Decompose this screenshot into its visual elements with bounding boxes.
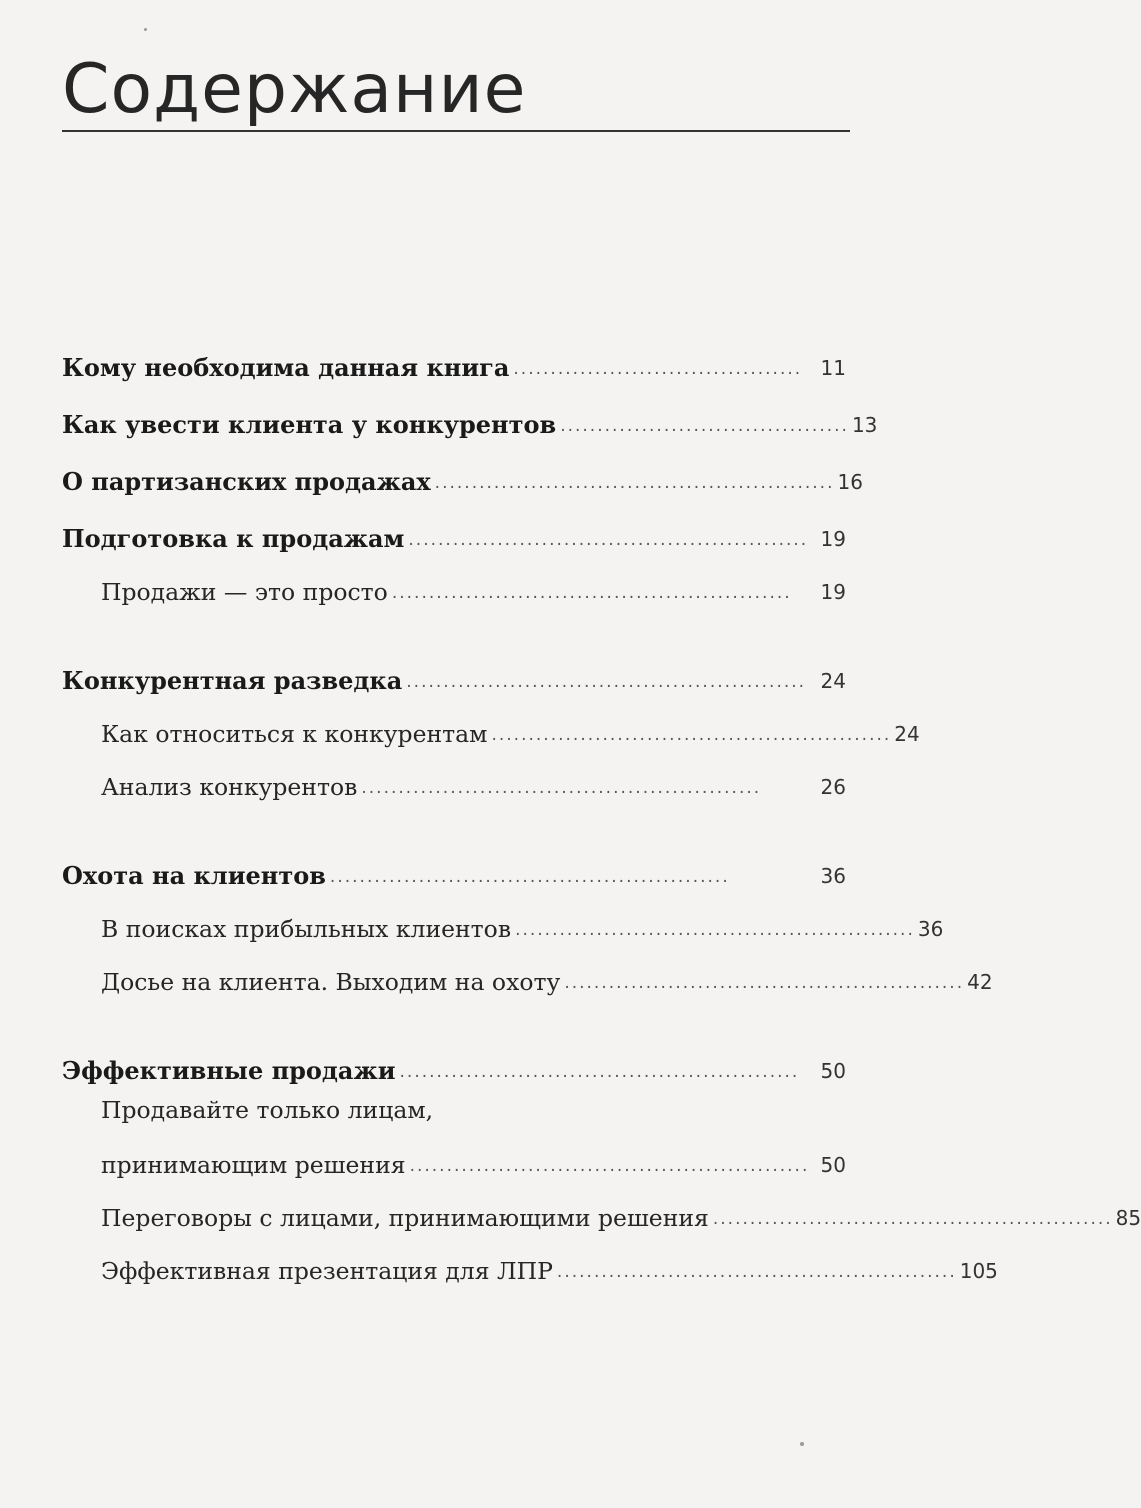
entry-title: Как увести клиента у конкурентов: [62, 410, 557, 439]
entry-title: Конкурентная разведка: [62, 666, 403, 695]
paper-speck: [800, 1442, 804, 1446]
page-number: 11: [820, 356, 846, 380]
toc-entry-section: [101, 708, 920, 748]
dot-leader: ......................................................: [406, 672, 807, 692]
entry-title: Охота на клиентов: [62, 861, 326, 890]
entry-title: Переговоры с лицами, принимающими решения: [101, 1204, 709, 1232]
dot-leader: ......................................................: [409, 1156, 810, 1176]
dot-leader: ......................................................: [391, 583, 792, 603]
page-number: 19: [820, 527, 846, 551]
toc-entry-chapter: [62, 655, 846, 695]
page-number: 42: [967, 970, 993, 994]
entry-title: Продажи — это просто: [101, 578, 388, 606]
dot-leader: ......................................................: [564, 973, 965, 993]
page-number: 19: [820, 580, 846, 604]
dot-leader: ......................................................: [408, 530, 809, 550]
dot-leader: ......................................................: [361, 778, 762, 798]
dot-leader: ......................................................: [329, 867, 730, 887]
entry-title: принимающим решения: [101, 1151, 406, 1179]
paper-speck: [144, 28, 147, 31]
page-number: 24: [894, 722, 920, 746]
page-number: 13: [851, 413, 878, 437]
page-number: 105: [959, 1259, 998, 1283]
dot-leader: ......................................................: [515, 920, 915, 940]
page-number: 24: [820, 669, 846, 693]
dot-leader: ......................................................: [491, 725, 892, 745]
page-number: 36: [917, 917, 944, 941]
entry-title: Как относиться к конкурентам: [101, 720, 488, 748]
entry-title: О партизанских продажах: [62, 467, 431, 496]
toc-entry-chapter: [62, 513, 846, 553]
toc-entry-section: [101, 566, 846, 606]
page-number: 36: [820, 864, 846, 888]
toc-entry-section: [101, 1192, 1141, 1232]
dot-leader: .......................................: [513, 359, 803, 379]
toc-entry-chapter: [62, 342, 846, 382]
entry-title-line-1: Продавайте только лицам,: [101, 1096, 434, 1124]
toc-entry-section: [101, 1245, 998, 1285]
dot-leader: ......................................................: [399, 1062, 800, 1082]
page-title: Содержание: [62, 50, 527, 129]
dot-leader: .......................................: [560, 416, 849, 436]
entry-title: Досье на клиента. Выходим на охоту: [101, 968, 561, 996]
entry-title: Эффективная презентация для ЛПР: [101, 1257, 553, 1285]
page-number: 50: [820, 1153, 846, 1177]
entry-title: Анализ конкурентов: [101, 773, 358, 801]
entry-title: Кому необходима данная книга: [62, 353, 510, 382]
toc-entry-section: [101, 1139, 846, 1179]
entry-title: Эффективные продажи: [62, 1056, 396, 1085]
toc-entry-chapter: [62, 399, 878, 439]
toc-entry-section: [101, 903, 944, 943]
dot-leader: ......................................................: [434, 473, 835, 493]
toc-entry-chapter: [62, 456, 863, 496]
page-number: 85: [1115, 1206, 1141, 1230]
toc-entry-chapter: [62, 850, 846, 890]
page-number: 16: [837, 470, 863, 494]
toc-entry-section: [101, 761, 846, 801]
page-number: 50: [820, 1059, 846, 1083]
toc-entry-section: [101, 956, 993, 996]
entry-title: В поисках прибыльных клиентов: [101, 915, 512, 943]
toc-entry-chapter: [62, 1045, 846, 1085]
dot-leader: ......................................................: [556, 1262, 957, 1282]
entry-title: Подготовка к продажам: [62, 524, 405, 553]
dot-leader: ......................................................: [712, 1209, 1113, 1229]
page-number: 26: [820, 775, 846, 799]
